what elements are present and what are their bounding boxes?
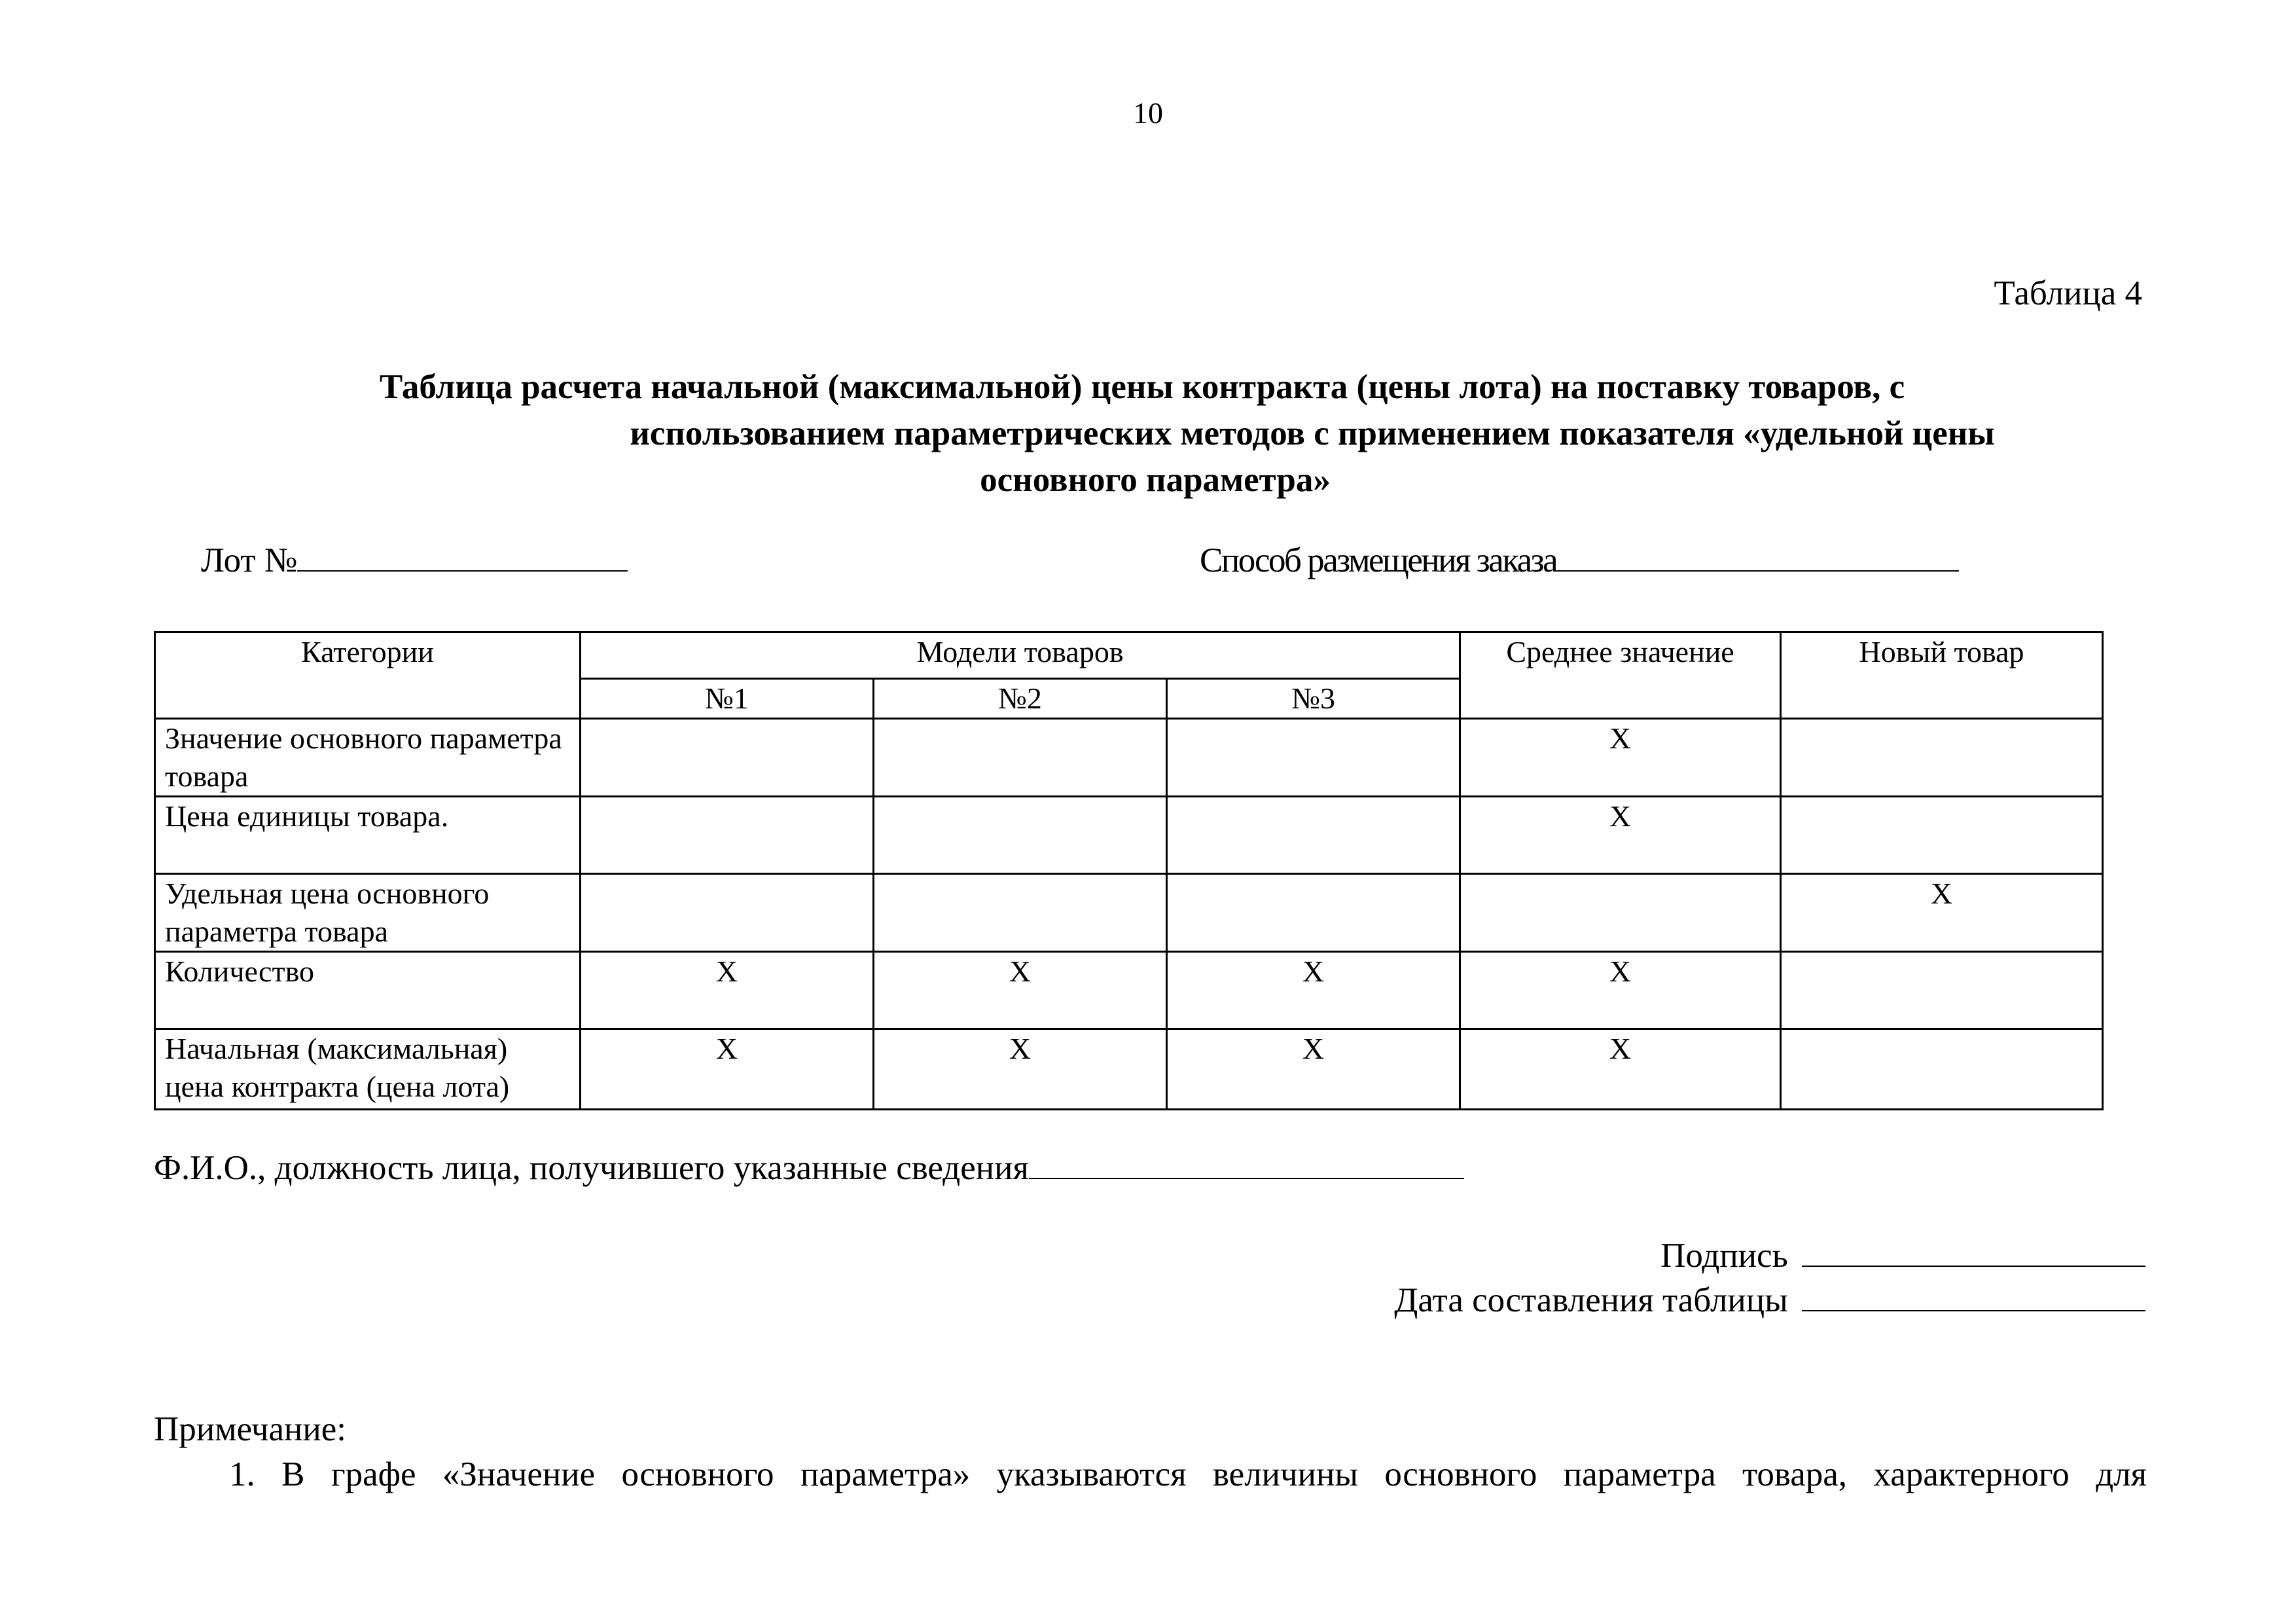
table-cell[interactable]: X [1167, 952, 1460, 1029]
table-cell[interactable]: X [581, 1029, 874, 1110]
fio-label: Ф.И.О., должность лица, получившего указанные сведения [154, 1149, 1029, 1187]
table-cell[interactable]: X [874, 1029, 1167, 1110]
lot-number-field [201, 541, 628, 580]
signature-block [1394, 1233, 2145, 1322]
table-cell[interactable]: X [1460, 719, 1781, 797]
date-field [1394, 1278, 2145, 1322]
title-line: Таблица расчета начальной (максимальной) цены контракта (цены лота) на поставку товаров, с [379, 368, 1905, 406]
responsible-person-field [154, 1148, 1464, 1188]
lot-label: Лот № [201, 541, 298, 579]
fio-blank[interactable] [1029, 1177, 1464, 1179]
table-row [155, 952, 2103, 1029]
date-blank[interactable] [1802, 1309, 2145, 1311]
date-label: Дата составления таблицы [1394, 1281, 1788, 1319]
signature-blank[interactable] [1802, 1265, 2145, 1267]
table-cell[interactable] [874, 797, 1167, 874]
table-cell[interactable] [581, 874, 874, 952]
page-number: 10 [1133, 96, 1163, 130]
table-cell[interactable]: X [1460, 797, 1781, 874]
table-cell[interactable] [874, 874, 1167, 952]
price-calculation-table [154, 631, 2104, 1110]
table-cell[interactable] [1167, 797, 1460, 874]
table-caption: Таблица 4 [1994, 274, 2142, 312]
table-cell[interactable] [1781, 1029, 2103, 1110]
header-model-1: №1 [581, 679, 874, 719]
lot-blank[interactable] [297, 570, 628, 572]
method-label: Способ размещения заказа [1200, 541, 1557, 579]
table-cell[interactable]: X [581, 952, 874, 1029]
table-row [155, 719, 2103, 797]
table-cell[interactable]: X [1460, 952, 1781, 1029]
title-line: основного параметра» [980, 461, 1331, 499]
table-cell[interactable]: X [1460, 1029, 1781, 1110]
title-line: использованием параметрических методов с применением показателя «удельной цены [630, 414, 1995, 452]
table-cell[interactable]: X [1781, 874, 2103, 952]
table-cell[interactable]: X [1167, 1029, 1460, 1110]
header-model-3: №3 [1167, 679, 1460, 719]
header-new-item: Новый товар [1781, 632, 2103, 719]
order-method-field [1200, 541, 1959, 580]
table-cell[interactable]: X [874, 952, 1167, 1029]
note-item: 1. В графе «Значение основного параметра» указываются величины основного параметра товара, характерного для [229, 1455, 2147, 1493]
table-row [155, 1029, 2103, 1110]
row-label: Удельная цена основного параметра товара [155, 874, 581, 952]
header-model-2: №2 [874, 679, 1167, 719]
table-cell[interactable] [581, 719, 874, 797]
table-row [155, 874, 2103, 952]
table-cell[interactable] [1167, 874, 1460, 952]
row-label: Цена единицы товара. [155, 797, 581, 874]
table-cell[interactable] [1781, 719, 2103, 797]
document-title [262, 364, 2022, 503]
table-cell[interactable] [1167, 719, 1460, 797]
table-cell[interactable] [1781, 952, 2103, 1029]
table-header-row [155, 632, 2103, 679]
table-cell[interactable] [874, 719, 1167, 797]
signature-field [1394, 1233, 2145, 1278]
header-average: Среднее значение [1460, 632, 1781, 719]
row-label: Количество [155, 952, 581, 1029]
row-label: Значение основного параметра товара [155, 719, 581, 797]
table-row [155, 797, 2103, 874]
signature-label: Подпись [1660, 1237, 1788, 1275]
row-label: Начальная (максимальная) цена контракта (цена лота) [155, 1029, 581, 1110]
header-models: Модели товаров [581, 632, 1460, 679]
header-categories: Категории [155, 632, 581, 719]
table-cell[interactable] [581, 797, 874, 874]
note-title: Примечание: [154, 1410, 347, 1448]
method-blank[interactable] [1556, 570, 1959, 572]
table-cell[interactable] [1460, 874, 1781, 952]
table-cell[interactable] [1781, 797, 2103, 874]
